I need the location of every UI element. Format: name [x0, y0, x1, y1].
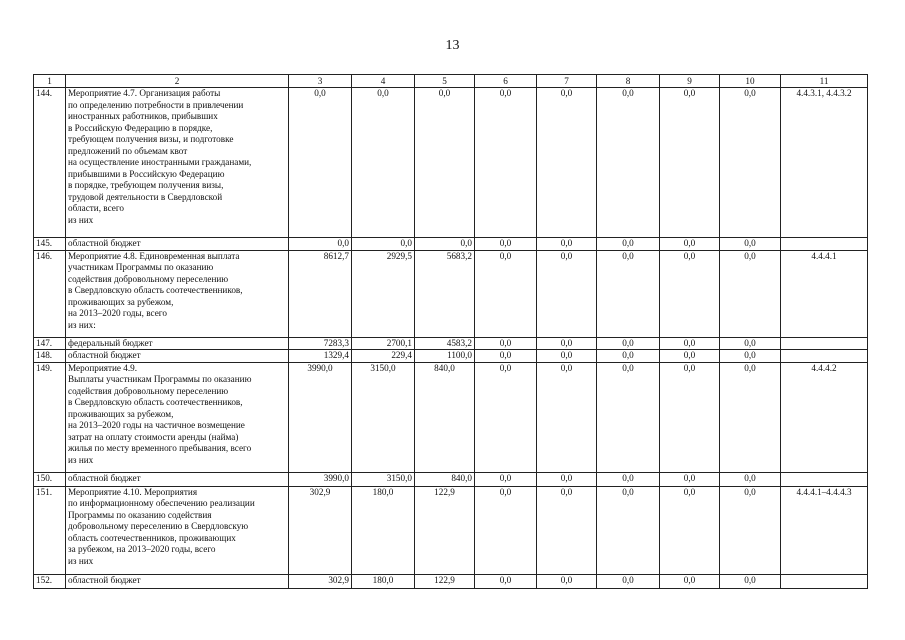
header-cell: 8 [597, 75, 660, 88]
reference-code [781, 238, 868, 251]
row-name: Мероприятие 4.8. Единовременная выплата участникам Программы по оказанию содействия добровольному переселению в Свердловскую область соотечественников, проживающих за рубежом, на 2013–2020 годы, всего из них: [66, 250, 289, 337]
row-name: федеральный бюджет [66, 337, 289, 350]
row-name: областной бюджет [66, 350, 289, 363]
value-col8: 0,0 [597, 337, 660, 350]
table-row [34, 472, 868, 486]
table-row [34, 88, 868, 238]
row-number: 147. [34, 337, 66, 350]
row-name: Мероприятие 4.9. Выплаты участникам Программы по оказанию содействия добровольному переселению в Свердловскую область соотечественников, проживающих за рубежом, на 2013–2020 годы на частичное возмещение затрат на оплату стоимости аренды (найма) жилья по месту временного пребывания, всего из них [66, 362, 289, 472]
row-name: Мероприятие 4.10. Мероприятия по информационному обеспечению реализации Программы по оказанию содействия добровольному переселению в Свердловскую область соотечественников, проживающих за рубежом, на 2013–2020 годы, всего из них [66, 486, 289, 574]
value-col5: 1100,0 [415, 350, 475, 363]
value-col10: 0,0 [720, 88, 781, 238]
value-col10: 0,0 [720, 337, 781, 350]
value-col7: 0,0 [537, 472, 597, 486]
value-col3: 302,9 [289, 574, 352, 588]
header-cell: 3 [289, 75, 352, 88]
value-col6: 0,0 [475, 350, 537, 363]
header-cell: 2 [66, 75, 289, 88]
header-row [34, 75, 868, 88]
value-col8: 0,0 [597, 472, 660, 486]
reference-code [781, 350, 868, 363]
row-number: 146. [34, 250, 66, 337]
value-col6: 0,0 [475, 486, 537, 574]
value-col4: 0,0 [352, 88, 415, 238]
value-col5: 0,0 [415, 88, 475, 238]
value-col5: 122,9 [415, 486, 475, 574]
header-cell: 9 [660, 75, 720, 88]
value-col7: 0,0 [537, 486, 597, 574]
value-col6: 0,0 [475, 238, 537, 251]
table-row [34, 486, 868, 574]
reference-code: 4.4.4.1–4.4.4.3 [781, 486, 868, 574]
value-col6: 0,0 [475, 88, 537, 238]
value-col6: 0,0 [475, 337, 537, 350]
header-cell: 5 [415, 75, 475, 88]
value-col6: 0,0 [475, 574, 537, 588]
header-cell: 7 [537, 75, 597, 88]
value-col7: 0,0 [537, 350, 597, 363]
value-col6: 0,0 [475, 250, 537, 337]
value-col5: 0,0 [415, 238, 475, 251]
value-col8: 0,0 [597, 88, 660, 238]
value-col9: 0,0 [660, 238, 720, 251]
row-number: 145. [34, 238, 66, 251]
value-col3: 3990,0 [289, 362, 352, 472]
row-number: 152. [34, 574, 66, 588]
value-col8: 0,0 [597, 486, 660, 574]
row-number: 148. [34, 350, 66, 363]
reference-code: 4.4.4.1 [781, 250, 868, 337]
value-col4: 180,0 [352, 574, 415, 588]
value-col10: 0,0 [720, 472, 781, 486]
header-cell: 1 [34, 75, 66, 88]
value-col10: 0,0 [720, 362, 781, 472]
table-row [34, 250, 868, 337]
value-col6: 0,0 [475, 472, 537, 486]
value-col5: 840,0 [415, 362, 475, 472]
value-col7: 0,0 [537, 238, 597, 251]
value-col7: 0,0 [537, 362, 597, 472]
reference-code [781, 574, 868, 588]
value-col3: 1329,4 [289, 350, 352, 363]
value-col9: 0,0 [660, 350, 720, 363]
value-col7: 0,0 [537, 88, 597, 238]
value-col4: 180,0 [352, 486, 415, 574]
table-row [34, 574, 868, 588]
value-col4: 2929,5 [352, 250, 415, 337]
value-col5: 5683,2 [415, 250, 475, 337]
value-col7: 0,0 [537, 574, 597, 588]
table-row [34, 350, 868, 363]
value-col10: 0,0 [720, 350, 781, 363]
reference-code [781, 337, 868, 350]
header-cell: 6 [475, 75, 537, 88]
table-row [34, 238, 868, 251]
value-col9: 0,0 [660, 250, 720, 337]
row-name: областной бюджет [66, 238, 289, 251]
value-col4: 3150,0 [352, 472, 415, 486]
value-col3: 8612,7 [289, 250, 352, 337]
header-cell: 11 [781, 75, 868, 88]
reference-code [781, 472, 868, 486]
value-col10: 0,0 [720, 486, 781, 574]
header-cell: 10 [720, 75, 781, 88]
value-col7: 0,0 [537, 337, 597, 350]
table-row [34, 337, 868, 350]
value-col4: 2700,1 [352, 337, 415, 350]
value-col8: 0,0 [597, 238, 660, 251]
value-col4: 229,4 [352, 350, 415, 363]
row-name: областной бюджет [66, 472, 289, 486]
table-row [34, 362, 868, 472]
value-col10: 0,0 [720, 238, 781, 251]
value-col9: 0,0 [660, 486, 720, 574]
value-col4: 0,0 [352, 238, 415, 251]
value-col4: 3150,0 [352, 362, 415, 472]
value-col3: 0,0 [289, 238, 352, 251]
value-col3: 7283,3 [289, 337, 352, 350]
value-col6: 0,0 [475, 362, 537, 472]
value-col5: 122,9 [415, 574, 475, 588]
value-col9: 0,0 [660, 88, 720, 238]
value-col7: 0,0 [537, 250, 597, 337]
reference-code: 4.4.3.1, 4.4.3.2 [781, 88, 868, 238]
value-col8: 0,0 [597, 574, 660, 588]
page-number: 13 [445, 38, 460, 53]
row-number: 144. [34, 88, 66, 238]
reference-code: 4.4.4.2 [781, 362, 868, 472]
value-col9: 0,0 [660, 574, 720, 588]
value-col5: 840,0 [415, 472, 475, 486]
value-col5: 4583,2 [415, 337, 475, 350]
value-col9: 0,0 [660, 362, 720, 472]
value-col9: 0,0 [660, 337, 720, 350]
row-name: областной бюджет [66, 574, 289, 588]
value-col8: 0,0 [597, 250, 660, 337]
row-number: 150. [34, 472, 66, 486]
value-col10: 0,0 [720, 574, 781, 588]
value-col3: 302,9 [289, 486, 352, 574]
row-number: 151. [34, 486, 66, 574]
value-col3: 3990,0 [289, 472, 352, 486]
row-name: Мероприятие 4.7. Организация работы по определению потребности в привлечении иностранных работников, прибывших в Российскую Федерацию в порядке, требующем получения визы, и подготовке предложений по объемам квот на осуществление иностранными гражданами, прибывшими в Российскую Федерацию в порядке, требующем получения визы, трудовой деятельности в Свердловской области, всего из них [66, 88, 289, 238]
value-col8: 0,0 [597, 362, 660, 472]
row-number: 149. [34, 362, 66, 472]
value-col8: 0,0 [597, 350, 660, 363]
value-col10: 0,0 [720, 250, 781, 337]
header-cell: 4 [352, 75, 415, 88]
value-col9: 0,0 [660, 472, 720, 486]
budget-table [33, 74, 868, 589]
value-col3: 0,0 [289, 88, 352, 238]
